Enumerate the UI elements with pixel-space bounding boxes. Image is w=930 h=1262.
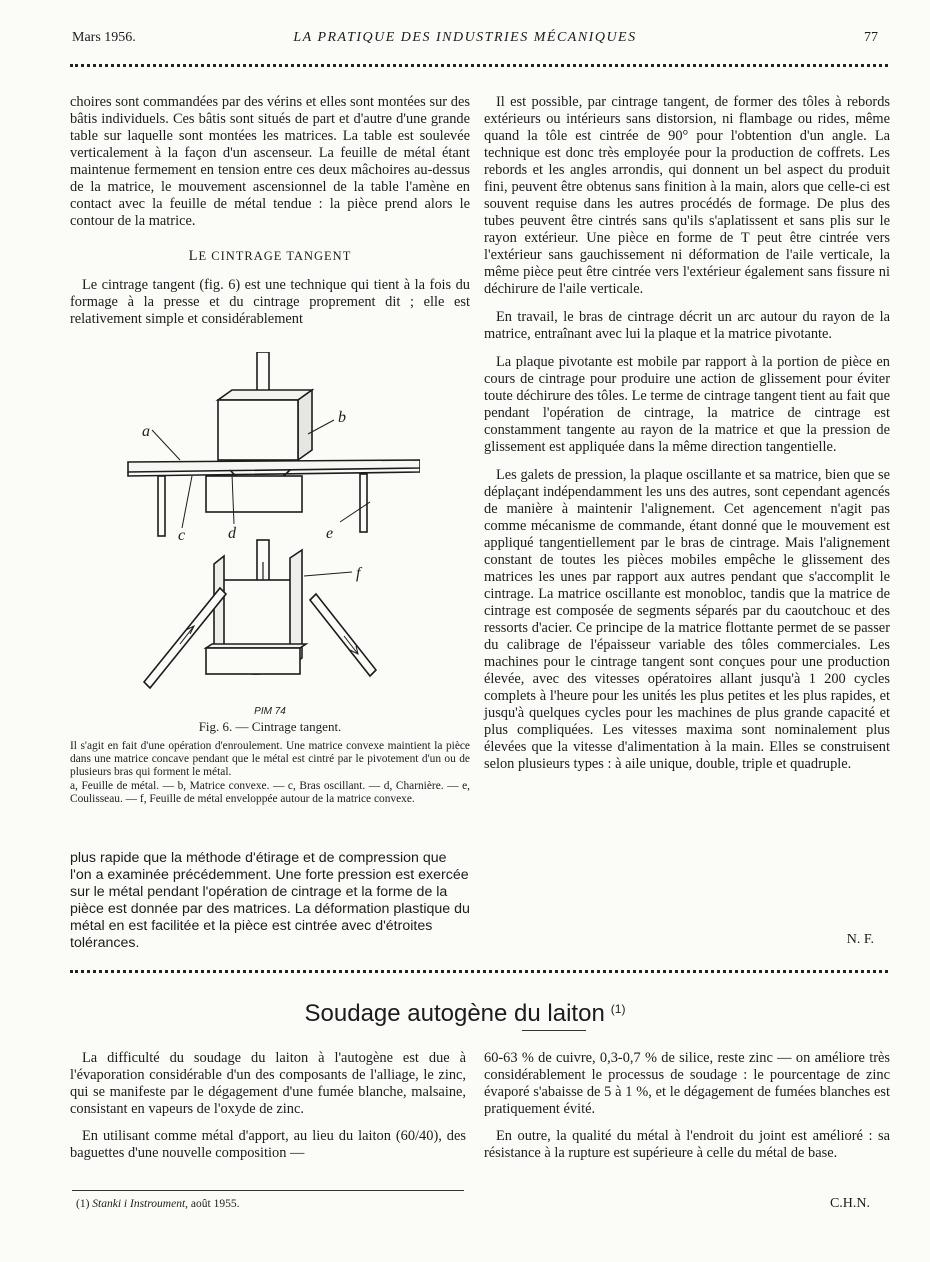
article2-title-text: Soudage autogène du laiton <box>304 1000 605 1027</box>
article2-title <box>0 1000 930 1028</box>
page-number: 77 <box>864 30 878 45</box>
article2-left-column <box>70 1050 466 1172</box>
figure-caption-text: Il s'agit en fait d'une opération d'enroulement. Une matrice convexe maintient la pièce dans une matrice concave pendant que le métal est cintré par le pivotement d'un ou de plusieurs bras qui forment le métal. <box>70 740 470 779</box>
paragraph: Le cintrage tangent (fig. 6) est une technique qui tient à la fois du formage à la presse et du cintrage proprement dit ; elle est relativement simple et considérablement <box>70 277 470 327</box>
figure-caption <box>70 704 470 806</box>
article1-right-column <box>484 94 890 784</box>
figure-legend: a, Feuille de métal. — b, Matrice convexe. — c, Bras oscillant. — d, Charnière. — e, Coulisseau. — f, Feuille de métal enveloppée autour de la matrice convexe. <box>70 779 470 805</box>
footnote-source: Stanki i Instroument <box>92 1198 186 1210</box>
paragraph: En travail, le bras de cintrage décrit un arc autour du rayon de la matrice, entraînant avec lui la plaque et la matrice pivotante. <box>484 309 890 342</box>
section-rule <box>70 970 888 973</box>
figure-title: Fig. 6. — Cintrage tangent. <box>198 719 342 734</box>
label-a: a <box>142 423 150 440</box>
article1-signature: N. F. <box>846 932 874 947</box>
journal-title: LA PRATIQUE DES INDUSTRIES MÉCANIQUES <box>293 30 637 45</box>
article2-right-column <box>484 1050 890 1172</box>
article1-left-continuation <box>70 850 470 952</box>
paragraph: plus rapide que la méthode d'étirage et de compression que l'on a examinée précédemment. Une forte pression est exercée sur le métal pendant l'opération de cintrage et la forme de la pièce est donnée par des matrices. La déformation plastique du métal en est facilitée et la pièce est cintrée avec d'étroites tolérances. <box>70 850 470 951</box>
paragraph: La plaque pivotante est mobile par rapport à la portion de pièce en cours de cintrage pour produire une action de glissement pour éviter toute déchirure des tôles. Le terme de cintrage tangent tient au fait que pendant l'opération de cintrage, la matrice de cintrage est constamment tangente au rayon de la matrice et que la pression de glissement est appliquée dans la même direction tangentielle. <box>484 354 890 455</box>
header-date: Mars 1956. <box>72 30 136 45</box>
article1-left-column <box>70 94 470 339</box>
header-rule <box>70 64 888 67</box>
footnote-rule <box>72 1190 464 1191</box>
label-f: f <box>356 565 361 582</box>
figure-6-drawing <box>120 352 420 712</box>
paragraph: choires sont commandées par des vérins et elles sont montées sur des bâtis individuels. Ces bâtis sont situés de part et d'autre d'une grande table sur laquelle sont montées les matrices. La table est soulevée verticalement à la façon d'un ascenseur. La feuille de métal étant maintenue fermement en tension entre ces deux mâchoires au-dessus de la matrice, le mouvement ascensionnel de la table l'amène en contact avec la feuille de métal tendue : la pièce prend alors le contour de la matrice. <box>70 94 470 229</box>
label-b: b <box>338 409 346 426</box>
footnote-date: , août 1955. <box>185 1198 240 1210</box>
footnote <box>76 1198 239 1210</box>
paragraph: Il est possible, par cintrage tangent, de former des tôles à rebords extérieurs ou intérieurs sans distorsion, ni flambage ou rides, même quand la tôle est cintrée de 90° pour l'obtention d'un angle. La technique est donc très employée pour la production de coffrets. Les rebords et les angles arrondis, qui donnent un bel aspect du produit fini, peuvent être obtenus sans finition à la main, alors que celle-ci est souvent requise dans les autres procédés de formage. De plus des tubes peuvent être cintrés sans qu'ils s'aplatissent et sans plis sur le rayon extérieur. Une pièce en forme de T peut être cintrée vers l'extérieur sans gauchissement ni déformation de l'aile verticale, la même pièce peut être cintrée vers l'extérieur également sans fissure ni déchirure de l'aile verticale. <box>484 94 890 297</box>
section-subheading: LE CINTRAGE TANGENT <box>188 248 352 264</box>
title-underline <box>522 1030 586 1031</box>
paragraph: La difficulté du soudage du laiton à l'autogène est due à l'évaporation considérable d'un des composants de l'alliage, le zinc, qui se manifeste par le dégagement d'une fumée blanche, malsaine, consistant en vapeurs de l'oxyde de zinc. <box>70 1050 466 1117</box>
paragraph: 60-63 % de cuivre, 0,3-0,7 % de silice, reste zinc — on améliore très considérablement le processus de soudage : le pourcentage de zinc évaporé s'abaisse de 5 à 1 %, et le dégagement de fumées blanches est pratiquement évité. <box>484 1050 890 1117</box>
label-c: c <box>178 527 186 544</box>
article2-signature: C.H.N. <box>829 1196 870 1211</box>
paragraph: En utilisant comme métal d'apport, au lieu du laiton (60/40), des baguettes d'une nouvelle composition — <box>70 1128 466 1161</box>
paragraph: En outre, la qualité du métal à l'endroit du joint est amélioré : sa résistance à la rupture est supérieure à celle du métal de base. <box>484 1128 890 1161</box>
footnote-mark: (1) <box>76 1198 90 1210</box>
paragraph: Les galets de pression, la plaque oscillante et sa matrice, bien que se déplaçant indépendamment les uns des autres, sont cependant agencés de manière à maintenir l'alignement. Cet agencement n'agit pas comme mécanisme de commande, étant donné que le mouvement est appliqué tangentiellement par le bras de cintrage. Mais l'alignement constant de toutes les pièces mobiles empêche le glissement des matrices les unes par rapport aux autres pendant que s'accomplit le cintrage. La matrice oscillante est monobloc, tandis que la matrice de cintrage est composée de segments séparés par du caoutchouc et des ressorts d'acier. Ce principe de la matrice flottante permet de se passer du calibrage de l'épaisseur variable des tôles commerciales. Les machines pour le cintrage tangent sont conçues pour une production élevée, avec des vitesses opératoires allant jusqu'à 1 200 cycles complets à l'heure pour les unités les plus petites et les plus rapides, et jusqu'à quelques cycles pour les machines de plus grande capacité et plus compliquées. Les vitesses maxima sont nominalement plus élevées que la vitesse d'alimentation à la main. Elles se construisent selon plusieurs types : à aile unique, double, triple et quadruple. <box>484 467 890 772</box>
label-d: d <box>228 525 236 542</box>
plate-reference: PIM 74 <box>254 706 286 717</box>
title-note-mark: (1) <box>610 1002 626 1016</box>
label-e: e <box>326 525 334 542</box>
